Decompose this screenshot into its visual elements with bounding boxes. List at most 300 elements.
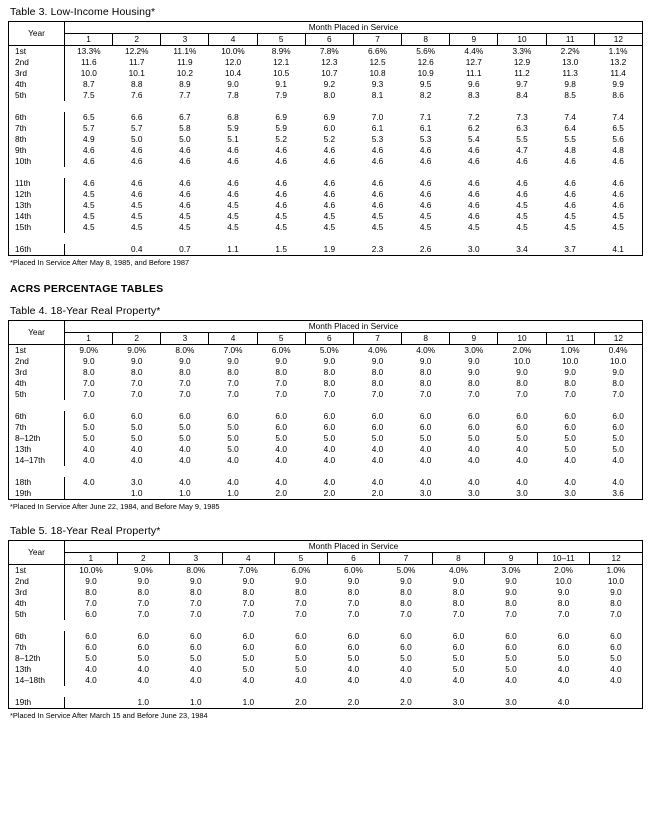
table-cell: 4.5 <box>419 222 432 232</box>
table-cell: 2.0 <box>400 697 412 707</box>
table-cell: 4.4% <box>464 46 484 56</box>
table-row <box>9 541 643 553</box>
table-cell: 4.0 <box>371 444 384 454</box>
table-cell: 4.6 <box>323 178 336 188</box>
table-cell: 5.0 <box>371 433 384 443</box>
table-cell: 12.3 <box>321 57 338 67</box>
table-cell: 5.0 <box>557 653 570 663</box>
table-cell: 4.0 <box>505 675 517 685</box>
table-cell: 4.0% <box>449 565 468 575</box>
table-3 <box>8 21 643 256</box>
table-row <box>9 675 643 686</box>
table-5 <box>8 540 643 709</box>
table-cell: 4.0 <box>190 664 202 674</box>
table-cell: 4.0 <box>564 477 576 487</box>
table-row <box>9 422 643 433</box>
table-cell: 10.4 <box>224 68 242 78</box>
table-cell: 6.0 <box>564 411 576 421</box>
row-label-year: 5th <box>9 90 65 101</box>
table-cell: 2.0 <box>347 697 360 707</box>
table-cell: 9.0 <box>275 356 287 366</box>
table-cell: 11.9 <box>177 57 193 67</box>
table-cell: 6.4 <box>564 123 576 133</box>
table-cell: 4.0 <box>371 455 384 465</box>
table-cell: 6.6% <box>368 46 387 56</box>
table-cell: 4.6 <box>275 145 287 155</box>
table-cell: 4.6 <box>419 156 432 166</box>
table-row <box>9 609 643 620</box>
table-cell: 4.5 <box>371 222 384 232</box>
row-label-year: 19th <box>9 697 65 709</box>
table-cell: 8.0 <box>516 378 528 388</box>
table-cell: 7.0 <box>83 378 95 388</box>
row-label-year: 3rd <box>9 68 65 79</box>
table-cell: 6.0 <box>468 422 480 432</box>
row-label-year: 14th <box>9 211 65 222</box>
table-cell: 4.6 <box>468 211 480 221</box>
table-cell: 9.0 <box>468 356 480 366</box>
table-cell: 4.5 <box>612 211 624 221</box>
table-cell: 5.0 <box>612 444 624 454</box>
table-cell: 8.0% <box>186 565 206 575</box>
table-cell: 7.0 <box>557 609 570 619</box>
table-cell: 4.0 <box>612 455 624 465</box>
table-row <box>9 333 643 345</box>
table-cell: 8.0 <box>137 587 150 597</box>
table-cell: 4.0 <box>516 477 528 487</box>
table-cell: 5.2 <box>323 134 336 144</box>
table-cell: 4.6 <box>179 189 191 199</box>
table-cell: 3.0 <box>516 488 528 498</box>
table-row <box>9 34 643 46</box>
table-cell: 2.6 <box>419 244 432 254</box>
table-cell: 6.0% <box>343 565 363 575</box>
table-cell: 1.0 <box>130 488 143 498</box>
row-label-year: 6th <box>9 112 65 123</box>
table-cell: 7.0 <box>347 609 360 619</box>
table-cell: 6.0 <box>275 422 287 432</box>
table-cell: 7.9 <box>275 90 287 100</box>
table-cell: 4.5 <box>371 211 384 221</box>
table-cell: 6.0 <box>610 642 622 652</box>
table-cell: 6.5 <box>83 112 95 122</box>
table-cell: 10.0 <box>513 356 531 366</box>
table-cell: 4.6 <box>227 189 239 199</box>
table-cell: 4.6 <box>227 145 239 155</box>
table-row <box>9 367 643 378</box>
table-cell: 4.0 <box>275 455 287 465</box>
table-cell: 9.0 <box>516 367 528 377</box>
table-cell: 8.2 <box>419 90 432 100</box>
table-cell: 2.0% <box>512 345 532 355</box>
table-cell: 7.0 <box>419 389 432 399</box>
table-cell: 4.0 <box>557 664 570 674</box>
table-cell: 3.0 <box>452 697 465 707</box>
table-cell: 7.1 <box>419 112 432 122</box>
column-header-year: Year <box>9 22 65 46</box>
table-cell: 4.6 <box>612 156 624 166</box>
table-cell: 8.0 <box>419 367 432 377</box>
table-cell: 4.0 <box>323 477 336 487</box>
table-cell <box>65 697 118 709</box>
table-cell: 5.0 <box>505 664 517 674</box>
row-label-year: 2nd <box>9 57 65 68</box>
table-cell: 6.0 <box>275 411 287 421</box>
table-cell: 5.9 <box>227 123 239 133</box>
table-cell: 4.0 <box>323 455 336 465</box>
table-cell: 4.6 <box>468 189 480 199</box>
table-row <box>9 222 643 233</box>
table-4-body <box>9 345 643 500</box>
table-cell: 5.0 <box>468 433 480 443</box>
table-cell: 8.0 <box>371 367 384 377</box>
row-label-year: 9th <box>9 145 65 156</box>
table-cell: 7.0 <box>371 389 384 399</box>
table-cell: 6.0 <box>505 642 517 652</box>
table-cell: 4.6 <box>83 178 95 188</box>
table-cell: 6.0 <box>610 631 622 641</box>
table-cell: 7.0 <box>323 389 336 399</box>
table-row <box>9 477 643 488</box>
table-cell: 9.0 <box>419 356 432 366</box>
table-cell: 4.6 <box>612 178 624 188</box>
column-header-month-10-11: 10–11 <box>537 553 590 565</box>
table-cell: 8.0 <box>295 587 307 597</box>
table-cell: 6.0 <box>242 631 255 641</box>
table-cell: 5.0 <box>295 664 307 674</box>
table-cell: 4.0 <box>83 477 95 487</box>
column-header-month-11: 11 <box>546 333 594 345</box>
table-cell: 4.6 <box>130 145 143 155</box>
row-label-year: 18th <box>9 477 65 488</box>
table-cell: 7.0 <box>83 389 95 399</box>
table-cell: 10.8 <box>369 68 386 78</box>
table-cell: 9.1 <box>275 79 287 89</box>
table-5-title: Table 5. 18-Year Real Property* <box>10 525 161 537</box>
table-cell: 13.2 <box>610 57 627 67</box>
table-cell: 4.5 <box>83 222 95 232</box>
row-spacer <box>9 167 643 178</box>
table-cell: 7.0 <box>190 598 202 608</box>
table-cell: 7.0 <box>347 598 360 608</box>
table-cell: 4.6 <box>179 200 191 210</box>
column-header-month-5: 5 <box>275 553 328 565</box>
table-cell: 8.7 <box>83 79 95 89</box>
table-cell: 10.9 <box>417 68 434 78</box>
column-header-month-7: 7 <box>380 553 433 565</box>
table-cell: 8.0 <box>419 378 432 388</box>
table-cell: 4.0 <box>130 444 143 454</box>
table-cell: 7.0 <box>400 609 412 619</box>
table-cell: 6.8 <box>227 112 239 122</box>
table-cell: 5.0 <box>347 653 360 663</box>
table-cell: 8.0 <box>371 378 384 388</box>
table-cell: 7.0% <box>223 345 243 355</box>
table-cell: 9.5 <box>419 79 432 89</box>
table-cell: 8.0 <box>242 587 255 597</box>
table-cell: 5.0 <box>130 433 143 443</box>
table-cell: 6.5 <box>612 123 624 133</box>
table-cell: 6.0 <box>505 631 517 641</box>
table-cell: 4.6 <box>275 189 287 199</box>
table-cell: 4.6 <box>323 189 336 199</box>
row-label-year: 6th <box>9 411 65 422</box>
column-header-month-6: 6 <box>305 333 353 345</box>
table-cell: 4.6 <box>564 200 576 210</box>
table-cell: 4.6 <box>564 178 576 188</box>
table-cell: 4.6 <box>516 178 528 188</box>
table-row <box>9 587 643 598</box>
table-cell: 9.0 <box>505 576 517 586</box>
table-cell: 4.0 <box>419 444 432 454</box>
table-cell: 4.0 <box>557 697 570 707</box>
table-cell: 9.0 <box>137 576 150 586</box>
table-cell: 6.0 <box>612 422 624 432</box>
table-cell: 7.0 <box>227 378 239 388</box>
table-cell: 9.8 <box>564 79 576 89</box>
row-label-year: 13th <box>9 200 65 211</box>
column-group-header-month: Month Placed in Service <box>65 321 643 333</box>
table-cell: 4.5 <box>179 222 191 232</box>
table-cell: 4.5 <box>323 222 336 232</box>
table-cell: 5.4 <box>468 134 480 144</box>
table-cell: 8.8 <box>130 79 143 89</box>
table-cell: 2.0% <box>554 565 573 575</box>
row-spacer <box>9 400 643 411</box>
table-cell: 8.0 <box>452 587 465 597</box>
table-cell: 4.6 <box>419 189 432 199</box>
table-cell: 6.0 <box>612 411 624 421</box>
section-heading: ACRS PERCENTAGE TABLES <box>10 283 164 295</box>
table-cell: 9.0 <box>564 367 576 377</box>
table-cell: 6.0 <box>400 642 412 652</box>
table-cell: 7.0 <box>505 609 517 619</box>
table-row <box>9 598 643 609</box>
table-cell: 9.0 <box>612 367 624 377</box>
table-cell: 1.1% <box>608 46 628 56</box>
table-4-footnote: *Placed In Service After June 22, 1984, and Before May 9, 1985 <box>10 502 220 511</box>
table-cell: 12.6 <box>417 57 434 67</box>
table-cell: 6.0 <box>557 631 570 641</box>
table-cell: 6.0 <box>564 422 576 432</box>
row-spacer <box>9 466 643 477</box>
table-cell: 4.0 <box>400 664 412 674</box>
table-cell: 8.0 <box>400 587 412 597</box>
table-cell: 10.0 <box>610 356 627 366</box>
table-cell: 4.6 <box>371 178 384 188</box>
table-cell: 5.1 <box>227 134 239 144</box>
table-cell: 8.0 <box>83 367 95 377</box>
table-row <box>9 433 643 444</box>
row-label-year: 7th <box>9 123 65 134</box>
column-header-month-5: 5 <box>257 34 305 46</box>
column-header-month-5: 5 <box>257 333 305 345</box>
table-cell: 10.0 <box>80 68 97 78</box>
column-header-month-3: 3 <box>161 333 209 345</box>
table-cell: 8.0 <box>130 367 143 377</box>
column-header-year: Year <box>9 541 65 565</box>
column-header-month-9: 9 <box>485 553 538 565</box>
row-label-year: 8th <box>9 134 65 145</box>
table-cell: 4.0 <box>242 675 255 685</box>
table-row <box>9 211 643 222</box>
table-cell: 5.5 <box>516 134 528 144</box>
table-cell: 5.0 <box>179 433 191 443</box>
row-label-year: 15th <box>9 222 65 233</box>
table-4-head <box>9 321 643 345</box>
table-cell: 7.0 <box>190 609 202 619</box>
column-header-month-4: 4 <box>222 553 275 565</box>
row-label-year: 10th <box>9 156 65 167</box>
column-header-month-1: 1 <box>65 553 118 565</box>
table-cell: 4.0% <box>416 345 436 355</box>
table-cell: 6.0 <box>83 411 95 421</box>
row-label-year: 16th <box>9 244 65 256</box>
table-cell: 5.0 <box>610 653 622 663</box>
table-cell: 4.5 <box>130 200 143 210</box>
column-header-month-6: 6 <box>327 553 380 565</box>
table-cell: 6.0 <box>516 422 528 432</box>
table-cell: 7.5 <box>83 90 95 100</box>
table-cell: 4.5 <box>468 222 480 232</box>
table-cell: 12.2% <box>124 46 149 56</box>
table-cell: 5.3 <box>371 134 384 144</box>
table-row <box>9 123 643 134</box>
table-4-block <box>8 305 647 511</box>
table-cell: 6.0 <box>516 411 528 421</box>
table-cell: 2.0 <box>323 488 336 498</box>
table-cell: 9.0 <box>130 356 143 366</box>
row-label-year: 8–12th <box>9 433 65 444</box>
table-cell: 6.3 <box>516 123 528 133</box>
row-spacer <box>9 233 643 244</box>
table-cell: 4.0 <box>275 477 287 487</box>
table-cell: 6.0 <box>190 631 202 641</box>
table-cell: 6.0 <box>295 642 307 652</box>
column-header-month-8: 8 <box>432 553 485 565</box>
column-header-month-2: 2 <box>113 333 161 345</box>
table-cell: 4.6 <box>371 145 384 155</box>
table-cell: 4.0 <box>190 675 202 685</box>
table-cell: 7.0 <box>130 389 143 399</box>
table-cell: 8.0 <box>468 378 480 388</box>
table-cell: 3.3% <box>512 46 532 56</box>
table-cell: 5.0 <box>452 664 465 674</box>
table-cell: 4.0 <box>557 675 570 685</box>
table-cell: 6.0 <box>347 642 360 652</box>
table-cell: 7.0 <box>137 598 150 608</box>
table-cell: 6.7 <box>179 112 191 122</box>
table-cell: 4.7 <box>516 145 528 155</box>
table-cell: 3.6 <box>612 488 624 498</box>
table-cell: 8.0 <box>557 598 570 608</box>
table-cell: 0.4 <box>130 244 143 254</box>
table-cell: 7.0 <box>295 609 307 619</box>
row-label-year: 19th <box>9 488 65 500</box>
table-cell: 4.5 <box>516 222 528 232</box>
table-cell: 5.0 <box>564 444 576 454</box>
table-cell: 5.0 <box>179 422 191 432</box>
table-cell: 4.5 <box>83 211 95 221</box>
row-label-year: 7th <box>9 422 65 433</box>
table-cell: 5.0 <box>612 433 624 443</box>
table-row <box>9 156 643 167</box>
table-cell: 5.7 <box>130 123 143 133</box>
table-cell: 4.6 <box>323 200 336 210</box>
table-row <box>9 378 643 389</box>
table-cell: 12.1 <box>273 57 290 67</box>
table-row <box>9 444 643 455</box>
table-cell: 3.0 <box>505 697 517 707</box>
table-cell: 7.4 <box>564 112 576 122</box>
table-cell: 4.0 <box>468 477 480 487</box>
row-label-year: 2nd <box>9 356 65 367</box>
table-cell: 4.6 <box>83 145 95 155</box>
table-cell: 4.0 <box>610 675 622 685</box>
table-cell: 4.0 <box>323 444 336 454</box>
table-cell: 4.6 <box>323 156 336 166</box>
table-cell: 4.0 <box>419 455 432 465</box>
table-cell: 5.0 <box>452 653 465 663</box>
table-row <box>9 46 643 58</box>
table-cell: 6.0 <box>452 631 465 641</box>
table-3-head <box>9 22 643 46</box>
table-cell: 4.8 <box>564 145 576 155</box>
table-row <box>9 697 643 709</box>
table-cell: 11.6 <box>81 57 97 67</box>
table-cell: 5.9 <box>275 123 287 133</box>
table-row <box>9 178 643 189</box>
table-cell: 5.0% <box>396 565 416 575</box>
table-cell: 6.0 <box>323 123 336 133</box>
row-label-year: 5th <box>9 609 65 620</box>
table-cell: 5.0 <box>83 422 95 432</box>
table-cell: 4.6 <box>371 189 384 199</box>
table-cell: 8.0 <box>347 587 360 597</box>
table-cell: 6.9 <box>323 112 336 122</box>
column-header-month-7: 7 <box>353 34 401 46</box>
table-cell: 4.5 <box>227 200 239 210</box>
table-cell: 8.0 <box>323 378 336 388</box>
row-label-year: 3rd <box>9 587 65 598</box>
table-cell: 5.0 <box>227 422 239 432</box>
row-label-year: 3rd <box>9 367 65 378</box>
table-cell: 10.7 <box>321 68 338 78</box>
table-cell: 3.0 <box>564 488 576 498</box>
table-cell: 4.0 <box>130 455 143 465</box>
column-header-month-9: 9 <box>450 34 498 46</box>
table-cell: 7.8 <box>227 90 239 100</box>
table-cell: 10.0 <box>562 356 579 366</box>
table-cell: 4.6 <box>516 156 528 166</box>
table-3-body <box>9 46 643 256</box>
table-cell: 8.0 <box>179 367 191 377</box>
table-cell: 5.6% <box>416 46 436 56</box>
table-cell: 4.0% <box>368 345 387 355</box>
table-cell: 5.7 <box>83 123 95 133</box>
table-row <box>9 576 643 587</box>
table-cell: 7.0 <box>242 598 255 608</box>
table-cell: 5.0 <box>179 134 191 144</box>
table-cell: 7.7 <box>179 90 191 100</box>
table-cell: 10.2 <box>176 68 193 78</box>
table-cell: 0.4% <box>608 345 628 355</box>
column-header-month-9: 9 <box>450 333 498 345</box>
table-cell: 11.1% <box>173 46 197 56</box>
table-cell: 9.0 <box>557 587 570 597</box>
table-cell: 8.9 <box>179 79 191 89</box>
table-cell: 4.0 <box>83 455 95 465</box>
